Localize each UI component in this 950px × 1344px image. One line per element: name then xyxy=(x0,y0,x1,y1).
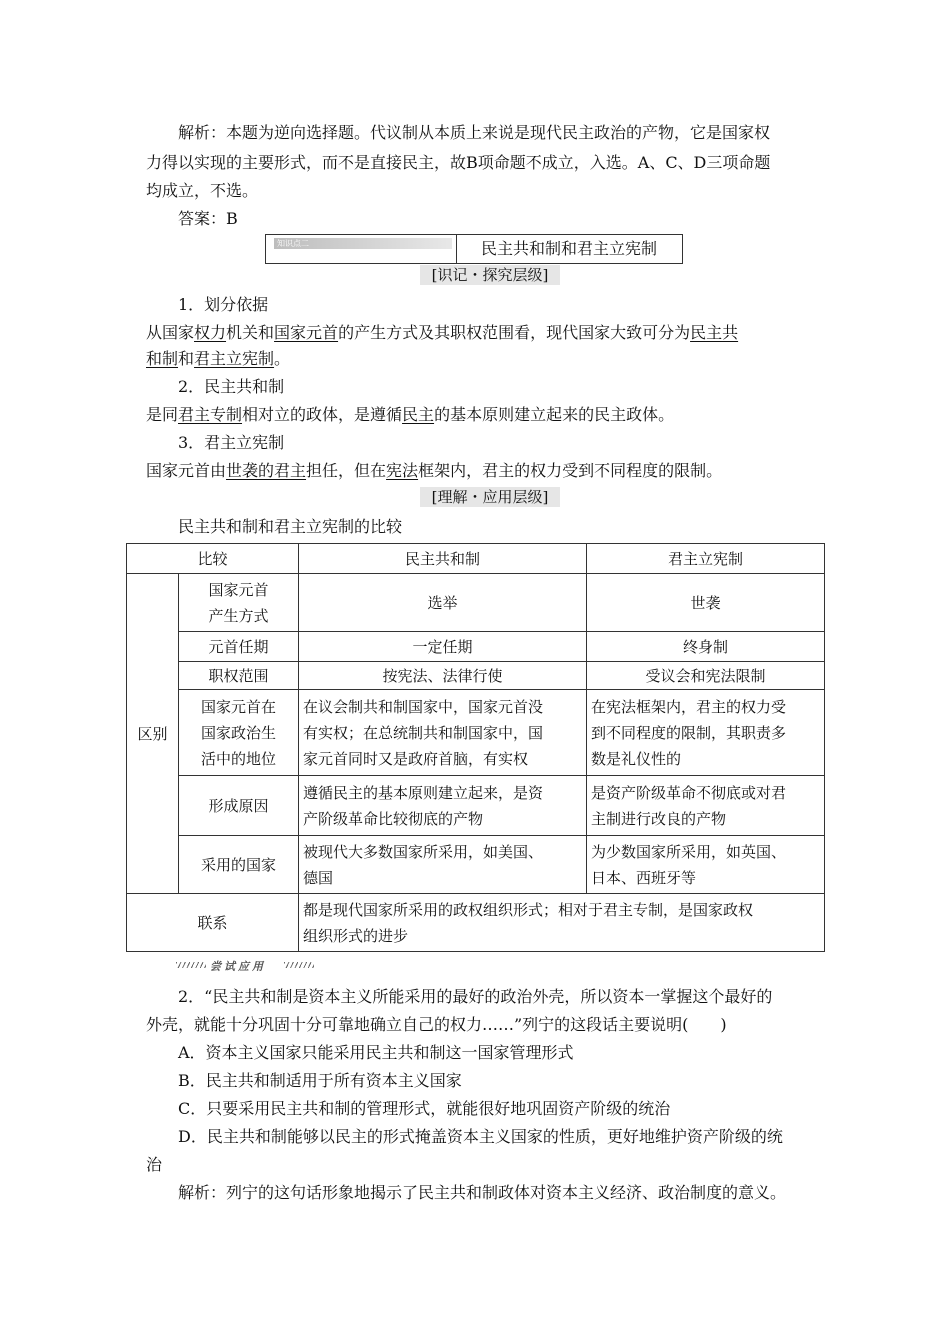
question-stem: 2．“民主共和制是资本主义所能采用的最好的政治外壳，所以资本一掌握这个最好的 xyxy=(178,987,773,1006)
cell-republic: 选举 xyxy=(299,574,587,632)
section-text: 是同君主专制相对立的政体，是遵循民主的基本原则建立起来的民主政体。 xyxy=(146,405,675,424)
knowledge-point-box xyxy=(265,234,683,264)
hatch-decoration xyxy=(284,962,314,968)
table-row xyxy=(127,690,825,776)
blank-answer: 世袭的君主 xyxy=(226,461,307,480)
row-aspect: 国家元首在 国家政治生 活中的地位 xyxy=(179,690,299,776)
relation-label: 联系 xyxy=(127,894,299,952)
cell-monarchy: 终身制 xyxy=(587,632,825,662)
row-aspect: 元首任期 xyxy=(179,632,299,662)
blank-answer: 国家元首 xyxy=(274,323,339,342)
row-aspect: 国家元首 产生方式 xyxy=(179,574,299,632)
relation-text: 都是现代国家所采用的政权组织形式；相对于君主专制，是国家政权 组织形式的进步 xyxy=(299,894,825,952)
blank-answer: 君主立宪制 xyxy=(194,349,275,368)
cell-monarchy: 在宪法框架内，君主的权力受 到不同程度的限制，其职责多 数是礼仪性的 xyxy=(587,690,825,776)
table-row-relation xyxy=(127,894,825,952)
row-aspect: 职权范围 xyxy=(179,662,299,690)
cell-monarchy: 为少数国家所采用，如英国、 日本、西班牙等 xyxy=(587,836,825,894)
row-aspect: 采用的国家 xyxy=(179,836,299,894)
table-row xyxy=(127,776,825,836)
section-heading: 2．民主共和制 xyxy=(178,377,285,396)
header-monarchy: 君主立宪制 xyxy=(587,544,825,574)
blank-answer: 和制 xyxy=(146,349,179,368)
option-d-cont: 治 xyxy=(146,1155,163,1174)
option-d: D．民主共和制能够以民主的形式掩盖资本主义国家的性质，更好地维护资产阶级的统 xyxy=(178,1127,783,1146)
cell-republic: 遵循民主的基本原则建立起来，是资 产阶级革命比较彻底的产物 xyxy=(299,776,587,836)
cell-republic: 按宪法、法律行使 xyxy=(299,662,587,690)
table-row xyxy=(127,632,825,662)
blank-answer: 君主专制 xyxy=(178,405,243,424)
option-b: B．民主共和制适用于所有资本主义国家 xyxy=(178,1071,462,1090)
option-a: A．资本主义国家只能采用民主共和制这一国家管理形式 xyxy=(178,1043,574,1062)
cell-republic: 一定任期 xyxy=(299,632,587,662)
section-heading: 1．划分依据 xyxy=(178,295,269,314)
section-text: 国家元首由世袭的君主担任，但在宪法框架内，君主的权力受到不同程度的限制。 xyxy=(146,461,723,480)
section-heading: 3．君主立宪制 xyxy=(178,433,285,452)
group-label: 区别 xyxy=(127,574,179,894)
table-row xyxy=(127,662,825,690)
cell-monarchy: 受议会和宪法限制 xyxy=(587,662,825,690)
cell-monarchy: 是资产阶级革命不彻底或对君 主制进行改良的产物 xyxy=(587,776,825,836)
blank-answer: 宪法 xyxy=(386,461,419,480)
analysis-line: 力得以实现的主要形式，而不是直接民主，故B项命题不成立，入选。A、C、D三项命题 xyxy=(146,153,771,172)
try-apply-title: 尝试应用 xyxy=(210,960,266,973)
option-c: C．只要采用民主共和制的管理形式，就能很好地巩固资产阶级的统治 xyxy=(178,1099,671,1118)
table-row xyxy=(127,836,825,894)
cell-monarchy: 世袭 xyxy=(587,574,825,632)
table-header-row xyxy=(127,544,825,574)
row-aspect: 形成原因 xyxy=(179,776,299,836)
hatch-decoration xyxy=(176,962,206,968)
table-row xyxy=(127,574,825,632)
analysis-line: 均成立，不选。 xyxy=(146,181,259,200)
section-text: 从国家权力机关和国家元首的产生方式及其职权范围看，现代国家大致可分为民主共 xyxy=(146,323,739,342)
knowledge-point-tag: 知识点二 xyxy=(274,238,452,249)
blank-answer: 民主共 xyxy=(690,323,739,342)
answer-line: 答案：B xyxy=(178,209,238,228)
blank-answer: 民主 xyxy=(402,405,435,424)
level-label-apply: [理解・应用层级] xyxy=(420,487,560,507)
cell-republic: 在议会制共和制国家中，国家元首没 有实权；在总统制共和制国家中，国 家元首同时又是政府首脑，有实权 xyxy=(299,690,587,776)
table-caption: 民主共和制和君主立宪制的比较 xyxy=(178,517,403,536)
cell-republic: 被现代大多数国家所采用，如美国、 德国 xyxy=(299,836,587,894)
section-text: 和制和君主立宪制。 xyxy=(146,349,291,368)
knowledge-point-title: 民主共和制和君主立宪制 xyxy=(480,239,657,258)
analysis-line: 解析：本题为逆向选择题。代议制从本质上来说是现代民主政治的产物，它是国家权 xyxy=(178,123,771,142)
blank-answer: 权力 xyxy=(194,323,227,342)
level-label-recall: [识记・探究层级] xyxy=(420,265,560,285)
comparison-table xyxy=(126,543,825,952)
header-republic: 民主共和制 xyxy=(299,544,587,574)
header-compare: 比较 xyxy=(127,544,299,574)
try-apply-marker xyxy=(176,958,316,974)
analysis-line: 解析：列宁的这句话形象地揭示了民主共和制政体对资本主义经济、政治制度的意义。 xyxy=(178,1183,787,1202)
knowledge-point-tag-cell xyxy=(266,235,457,263)
question-stem: 外壳，就能十分巩固十分可靠地确立自己的权力……”列宁的这段话主要说明( ) xyxy=(146,1015,727,1034)
